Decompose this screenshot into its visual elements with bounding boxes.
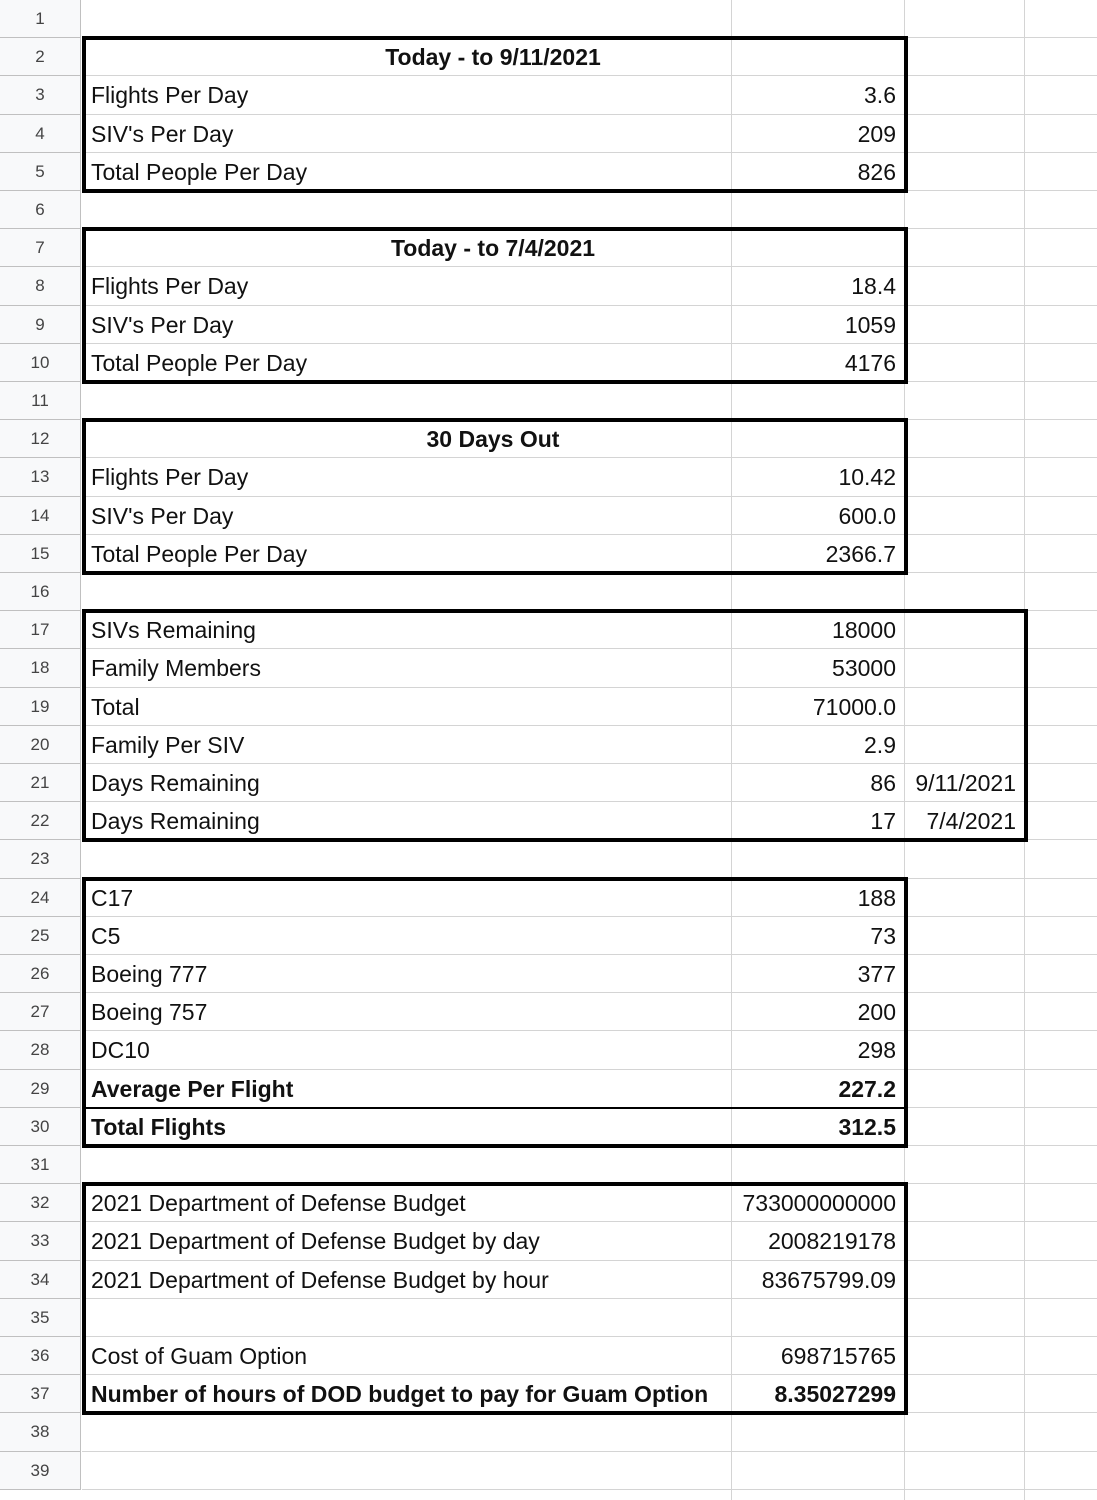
table-row xyxy=(82,764,1097,802)
table-row xyxy=(82,535,1097,573)
value-cell[interactable] xyxy=(731,1413,904,1452)
date-cell[interactable] xyxy=(904,1031,1024,1070)
date-cell[interactable] xyxy=(904,1222,1024,1261)
label-cell[interactable]: 2021 Department of Defense Budget xyxy=(91,1189,466,1216)
date-cell[interactable] xyxy=(904,267,1024,306)
label-cell[interactable] xyxy=(82,382,731,420)
label-cell[interactable] xyxy=(82,840,731,879)
table-row xyxy=(82,1261,1097,1299)
row-header[interactable]: 35 xyxy=(0,1299,81,1337)
date-cell[interactable] xyxy=(904,1146,1024,1184)
row-header[interactable]: 22 xyxy=(0,802,81,840)
row-header[interactable]: 27 xyxy=(0,993,81,1031)
label-cell[interactable]: Flights Per Day xyxy=(91,273,249,299)
row-header[interactable]: 34 xyxy=(0,1261,81,1299)
table-row xyxy=(82,306,1097,344)
value-cell[interactable]: 312.5 xyxy=(838,1113,896,1140)
value-cell[interactable]: 17 xyxy=(870,807,896,834)
table-row xyxy=(82,344,1097,382)
row-header[interactable]: 23 xyxy=(0,840,81,879)
table-row xyxy=(82,1146,1097,1184)
value-cell[interactable]: 200 xyxy=(857,998,896,1025)
value-cell[interactable]: 3.6 xyxy=(864,82,896,108)
row-header[interactable]: 38 xyxy=(0,1413,81,1452)
value-cell[interactable]: 1059 xyxy=(844,311,896,338)
row-header[interactable]: 1 xyxy=(0,0,81,38)
label-cell[interactable]: Days Remaining xyxy=(91,807,260,834)
row-header[interactable]: 11 xyxy=(0,382,81,420)
label-cell[interactable]: 2021 Department of Defense Budget by hour xyxy=(91,1266,549,1293)
row-header[interactable]: 30 xyxy=(0,1108,81,1146)
date-cell[interactable] xyxy=(904,76,1024,115)
label-cell[interactable] xyxy=(82,573,731,611)
table-row xyxy=(82,1452,1097,1490)
date-cell[interactable] xyxy=(904,1375,1024,1413)
row-header[interactable]: 19 xyxy=(0,688,81,726)
value-cell[interactable]: 188 xyxy=(857,884,896,911)
date-cell[interactable] xyxy=(904,0,1024,38)
date-cell[interactable] xyxy=(904,1108,1024,1146)
label-cell[interactable]: SIV's Per Day xyxy=(91,502,234,529)
label-cell[interactable]: Cost of Guam Option xyxy=(91,1342,308,1369)
row-header[interactable]: 8 xyxy=(0,267,81,306)
table-row xyxy=(82,573,1097,611)
row-header[interactable]: 6 xyxy=(0,191,81,229)
table-row xyxy=(82,38,1097,76)
value-cell[interactable] xyxy=(731,1299,904,1337)
table-row xyxy=(82,879,1097,917)
label-cell[interactable]: Total xyxy=(91,693,140,720)
table-row xyxy=(82,1184,1097,1222)
date-cell[interactable] xyxy=(904,1261,1024,1299)
value-cell[interactable]: 2366.7 xyxy=(825,540,896,567)
table-row xyxy=(82,76,1097,115)
label-cell[interactable]: 2021 Department of Defense Budget by day xyxy=(91,1228,540,1254)
date-cell[interactable]: 7/4/2021 xyxy=(926,807,1016,834)
table-row xyxy=(82,229,1097,267)
value-cell[interactable]: 2.9 xyxy=(864,731,896,758)
label-cell[interactable] xyxy=(82,1452,731,1490)
section-header-cell[interactable]: Today - to 9/11/2021 xyxy=(385,43,601,70)
table-row xyxy=(82,267,1097,306)
date-cell[interactable] xyxy=(904,458,1024,497)
row-header[interactable]: 31 xyxy=(0,1146,81,1184)
row-header[interactable]: 33 xyxy=(0,1222,81,1261)
table-row xyxy=(82,1070,1097,1108)
value-cell[interactable]: 377 xyxy=(857,960,896,987)
label-cell[interactable]: Total People Per Day xyxy=(91,349,308,376)
date-cell[interactable] xyxy=(904,1452,1024,1490)
date-cell[interactable] xyxy=(904,115,1024,153)
value-cell[interactable]: 8.35027299 xyxy=(774,1380,896,1407)
table-row xyxy=(82,115,1097,153)
date-cell[interactable] xyxy=(904,344,1024,382)
value-cell[interactable]: 227.2 xyxy=(838,1075,896,1102)
table-row xyxy=(82,955,1097,993)
table-row xyxy=(82,1413,1097,1452)
value-cell[interactable] xyxy=(731,0,904,38)
table-row xyxy=(82,420,1097,458)
table-row xyxy=(82,458,1097,497)
date-cell[interactable] xyxy=(904,993,1024,1031)
value-cell[interactable] xyxy=(731,191,904,229)
table-row xyxy=(82,191,1097,229)
label-cell[interactable]: Family Per SIV xyxy=(91,731,245,758)
value-cell[interactable]: 298 xyxy=(857,1037,896,1063)
table-row xyxy=(82,917,1097,955)
value-cell[interactable]: 18000 xyxy=(832,616,896,643)
label-cell[interactable]: Flights Per Day xyxy=(91,82,249,108)
row-header[interactable]: 28 xyxy=(0,1031,81,1070)
value-cell[interactable]: 71000.0 xyxy=(812,693,896,720)
table-row xyxy=(82,497,1097,535)
table-row xyxy=(82,611,1097,649)
total-separator-line xyxy=(82,1107,904,1109)
label-cell[interactable] xyxy=(82,0,731,38)
table-row xyxy=(82,382,1097,420)
row-header[interactable]: 4 xyxy=(0,115,81,153)
label-cell[interactable]: Total People Per Day xyxy=(91,540,308,567)
date-cell[interactable] xyxy=(904,1070,1024,1108)
date-cell[interactable] xyxy=(904,688,1024,726)
table-row xyxy=(82,649,1097,688)
table-row xyxy=(82,1108,1097,1146)
table-row xyxy=(82,802,1097,840)
row-header[interactable]: 5 xyxy=(0,153,81,191)
label-cell[interactable]: Average Per Flight xyxy=(91,1075,294,1102)
label-cell[interactable]: Number of hours of DOD budget to pay for Guam Option xyxy=(91,1380,709,1407)
value-cell[interactable]: 10.42 xyxy=(838,464,896,490)
value-cell[interactable]: 733000000000 xyxy=(742,1189,896,1216)
table-row xyxy=(82,1337,1097,1375)
date-cell[interactable] xyxy=(904,840,1024,879)
label-cell[interactable]: Flights Per Day xyxy=(91,464,249,490)
row-header[interactable]: 39 xyxy=(0,1452,81,1490)
date-cell[interactable]: 9/11/2021 xyxy=(915,769,1016,796)
date-cell[interactable] xyxy=(904,1184,1024,1222)
row-header[interactable]: 36 xyxy=(0,1337,81,1375)
row-header[interactable]: 14 xyxy=(0,497,81,535)
value-cell[interactable]: 86 xyxy=(870,769,896,796)
date-cell[interactable] xyxy=(904,191,1024,229)
label-cell[interactable]: C17 xyxy=(91,884,134,911)
row-header[interactable]: 13 xyxy=(0,458,81,497)
date-cell[interactable] xyxy=(904,917,1024,955)
table-row xyxy=(82,726,1097,764)
label-cell[interactable] xyxy=(82,1146,731,1184)
date-cell[interactable] xyxy=(904,879,1024,917)
value-cell[interactable]: 826 xyxy=(857,158,896,185)
date-cell[interactable] xyxy=(904,1337,1024,1375)
table-row xyxy=(82,688,1097,726)
label-cell[interactable] xyxy=(82,1413,731,1452)
row-header[interactable]: 20 xyxy=(0,726,81,764)
table-row xyxy=(82,1222,1097,1261)
label-cell[interactable]: Days Remaining xyxy=(91,769,260,796)
date-cell[interactable] xyxy=(904,955,1024,993)
row-header[interactable]: 37 xyxy=(0,1375,81,1413)
value-cell[interactable]: 53000 xyxy=(832,655,896,681)
table-row xyxy=(82,153,1097,191)
row-header[interactable]: 26 xyxy=(0,955,81,993)
section-header-cell[interactable]: 30 Days Out xyxy=(426,425,560,452)
table-row xyxy=(82,993,1097,1031)
row-header[interactable]: 16 xyxy=(0,573,81,611)
row-header[interactable]: 21 xyxy=(0,764,81,802)
value-cell[interactable] xyxy=(731,1452,904,1490)
label-cell[interactable]: Family Members xyxy=(91,655,261,681)
date-cell[interactable] xyxy=(904,497,1024,535)
row-header[interactable]: 9 xyxy=(0,306,81,344)
label-cell[interactable] xyxy=(82,1299,731,1337)
value-cell[interactable]: 2008219178 xyxy=(768,1228,896,1254)
value-cell[interactable]: 698715765 xyxy=(780,1342,896,1369)
value-cell[interactable]: 4176 xyxy=(844,349,896,376)
value-cell[interactable]: 600.0 xyxy=(838,502,896,529)
label-cell[interactable]: Boeing 757 xyxy=(91,998,208,1025)
date-cell[interactable] xyxy=(904,535,1024,573)
value-cell[interactable] xyxy=(731,1146,904,1184)
table-row xyxy=(82,0,1097,38)
table-row xyxy=(82,1375,1097,1413)
value-cell[interactable]: 18.4 xyxy=(851,273,896,299)
table-row xyxy=(82,1031,1097,1070)
section-header-cell[interactable]: Today - to 7/4/2021 xyxy=(390,234,596,261)
row-header[interactable]: 32 xyxy=(0,1184,81,1222)
date-cell[interactable] xyxy=(904,306,1024,344)
label-cell[interactable]: Total Flights xyxy=(91,1113,227,1140)
value-cell[interactable]: 209 xyxy=(857,120,896,147)
date-cell[interactable] xyxy=(904,1299,1024,1337)
date-cell[interactable] xyxy=(904,726,1024,764)
row-header[interactable]: 15 xyxy=(0,535,81,573)
label-cell[interactable] xyxy=(82,191,731,229)
label-cell[interactable]: SIV's Per Day xyxy=(91,311,234,338)
row-header[interactable]: 24 xyxy=(0,879,81,917)
row-header[interactable]: 7 xyxy=(0,229,81,267)
label-cell[interactable]: DC10 xyxy=(91,1037,150,1063)
value-cell[interactable]: 73 xyxy=(870,922,896,949)
date-cell[interactable] xyxy=(904,611,1024,649)
table-row xyxy=(82,1299,1097,1337)
label-cell[interactable]: SIV's Per Day xyxy=(91,120,234,147)
value-cell[interactable] xyxy=(731,573,904,611)
row-header[interactable]: 18 xyxy=(0,649,81,688)
row-header[interactable]: 10 xyxy=(0,344,81,382)
label-cell[interactable]: Total People Per Day xyxy=(91,158,308,185)
value-cell[interactable]: 83675799.09 xyxy=(761,1266,896,1293)
value-cell[interactable] xyxy=(731,382,904,420)
table-row xyxy=(82,840,1097,879)
row-header[interactable]: 2 xyxy=(0,38,81,76)
label-cell[interactable]: Boeing 777 xyxy=(91,960,208,987)
label-cell[interactable]: SIVs Remaining xyxy=(91,616,256,643)
row-header[interactable]: 25 xyxy=(0,917,81,955)
date-cell[interactable] xyxy=(904,649,1024,688)
date-cell[interactable] xyxy=(904,573,1024,611)
date-cell[interactable] xyxy=(904,1413,1024,1452)
row-header[interactable]: 17 xyxy=(0,611,81,649)
date-cell[interactable] xyxy=(904,382,1024,420)
label-cell[interactable]: C5 xyxy=(91,922,121,949)
row-header[interactable]: 3 xyxy=(0,76,81,115)
row-header[interactable]: 29 xyxy=(0,1070,81,1108)
row-header[interactable]: 12 xyxy=(0,420,81,458)
date-cell[interactable] xyxy=(904,153,1024,191)
value-cell[interactable] xyxy=(731,840,904,879)
